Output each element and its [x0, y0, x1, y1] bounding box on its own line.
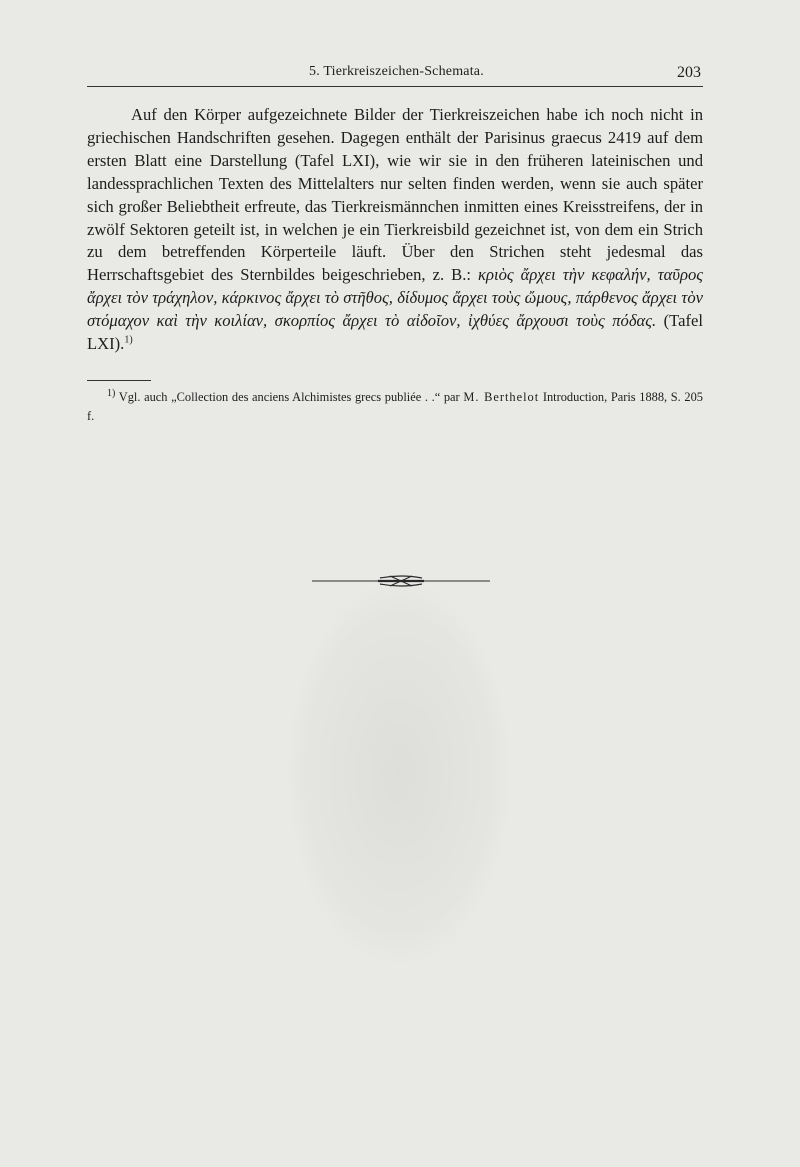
paragraph — [87, 104, 703, 356]
page-header — [87, 64, 703, 87]
paragraph-text: Auf den Körper aufgezeichnete Bilder der Tierkreiszeichen habe ich noch nicht in griechischen Handschriften gesehen. Dagegen enthält der Parisinus graecus 2419 auf dem ersten Blatt eine Darstellung (Tafel LXI), wie wir sie in den früheren lateinischen und landessprachlichen Texten des Mittelalters nur selten finden werden, wenn sie auch später sich großer Beliebtheit erfreute, das Tierkreismännchen inmitten eines Kreisstreifens, der in zwölf Sektoren geteilt ist, in welchen je ein Tierkreisbild gezeichnet ist, von dem ein Strich zu dem betreffenden Körperteile läuft. Über den Strichen steht jedesmal das Herrschaftsgebiet des Sternbildes beigeschrieben, z. B.: — [87, 105, 703, 285]
footnote-text-end: Introduction, Paris 1888, S. 205 f. — [87, 390, 703, 423]
paragraph-text-end: (Tafel LXI). — [87, 311, 703, 354]
greek-quotation: κριὸς ἄρχει τὴν κεφαλήν, ταῦρος ἄρχει τὸν τράχηλον, κάρκινος ἄρχει τὸ στῆθος, δίδυμος ἄρχει τοὺς ὤμους, πάρθενος ἄρχει τὸν στόμαχον καὶ τὴν κοιλίαν, σκορπίος ἄρχει τὸ αἰδοῖον, ἰχθύες ἄρχουσι τοὺς πόδας. — [87, 265, 703, 331]
footnote-author: M. Berthelot — [463, 390, 540, 404]
page-number: 203 — [677, 64, 701, 81]
main-paragraph — [87, 104, 703, 356]
footnote-rule — [87, 380, 151, 381]
footnote-reference: 1) — [124, 334, 133, 346]
footnote-text: Vgl. auch „Collection des anciens Alchimistes grecs publiée . .“ par — [115, 390, 464, 404]
footnote-marker: 1) — [107, 387, 116, 399]
footnote — [87, 388, 703, 426]
running-title: 5. Tierkreiszeichen-Schemata. — [309, 64, 484, 79]
show-through-shadow — [288, 583, 510, 963]
section-end-ornament — [312, 572, 490, 590]
